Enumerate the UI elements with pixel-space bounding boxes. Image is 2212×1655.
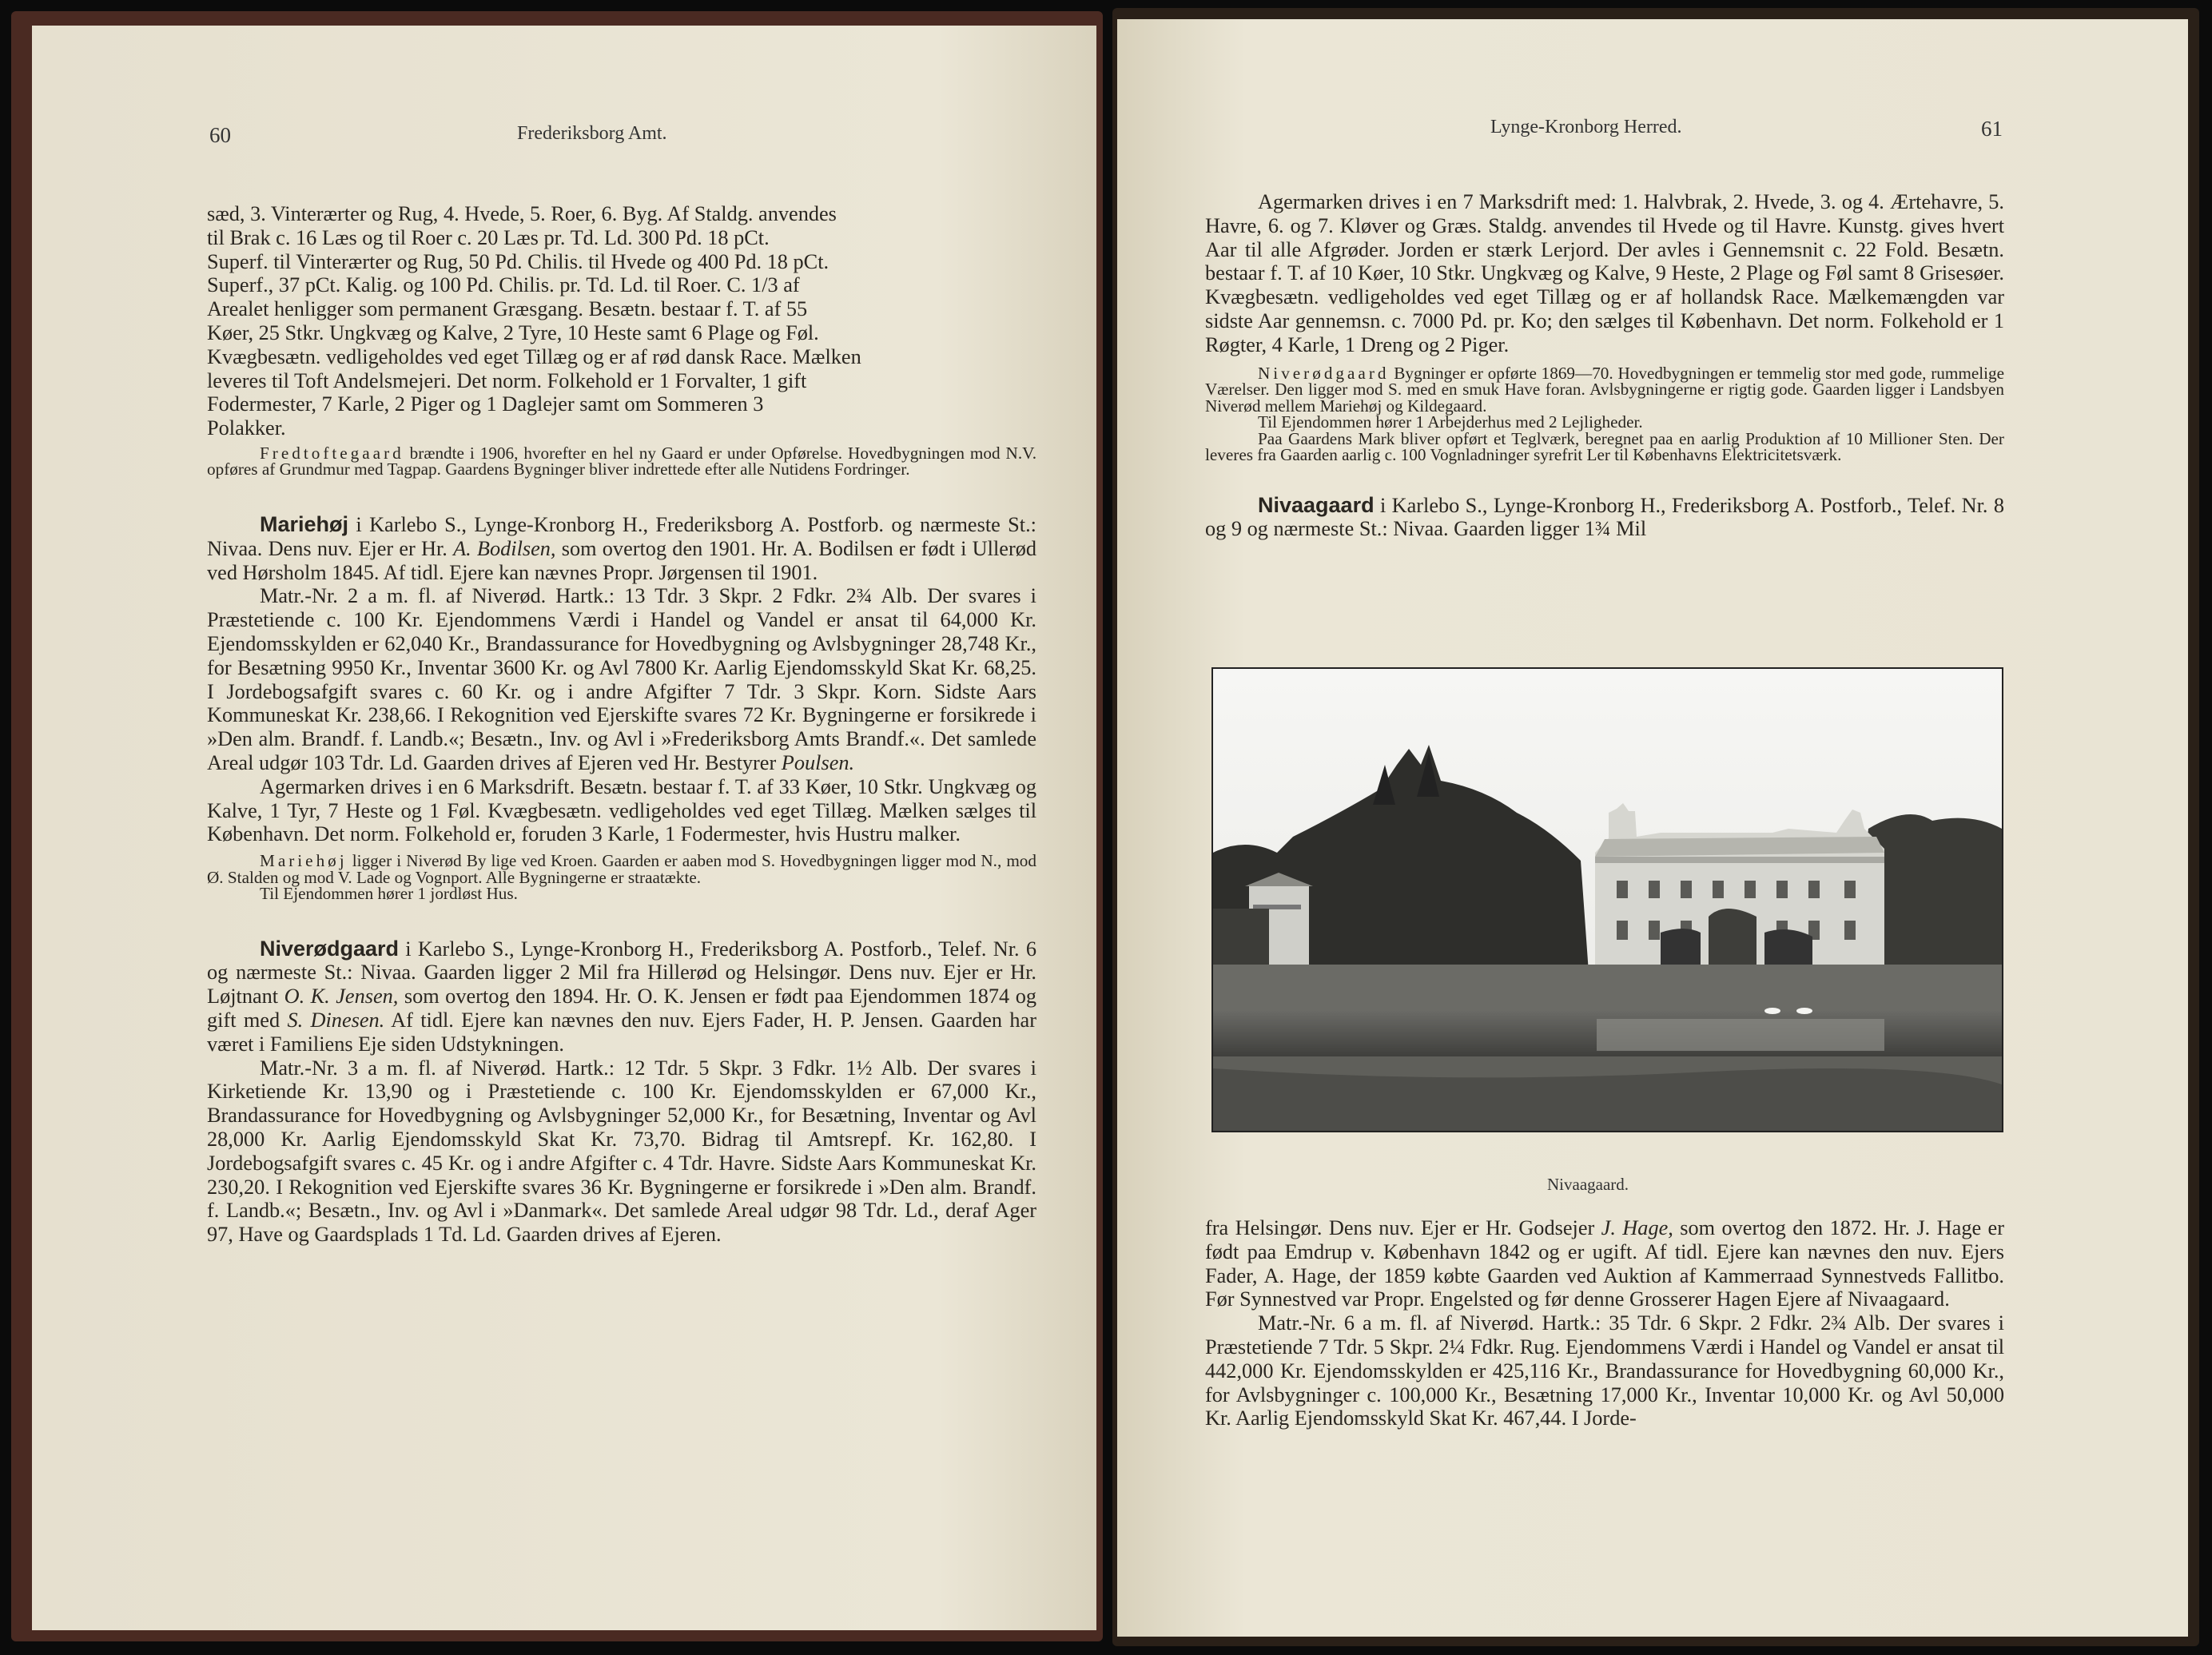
line: sæd, 3. Vinterærter og Rug, 4. Hvede, 5. Roer, 6. Byg. Af Staldg. anvendes	[207, 202, 837, 225]
nivaagaard-cont-text-2: som overtog den 1872. Hr. J. Hage er født paa Emdrup v. København 1842 og er ugift. Af tidl. Ejere kan nævnes den nuv. Ejers Fader, A. Hage, der 1859 købte Gaarden ved Auktion af Kammerraad Synnestveds Fallitbo. Før Synnestved var Propr. Engelsted og før denne Grosserer Hagen Ejere af Nivaagaard.	[1205, 1216, 2004, 1311]
line: Superf. til Vinterærter og Rug, 50 Pd. Chilis. til Hvede og 400 Pd. 18 pCt.	[207, 249, 830, 273]
nivaagaard-matr: Matr.-Nr. 6 a m. fl. af Niverød. Hartk.: 35 Tdr. 6 Skpr. 2 Fdkr. 2¾ Alb. Der svares i Præstetiende 7 Tdr. 5 Skpr. 2¼ Fdkr. Rug. Ejendommens Værdi i Handel og Vandel er ansat til 442,000 Kr. Ejendomsskylden er 425,116 Kr., Brandassurance for Hovedbygning 60,000 Kr., for Avlsbygninger c. 100,000 Kr., Besætning 17,000 Kr., Inventar 10,000 Kr. og Avl 50,000 Kr. Aarlig Ejendomsskyld Skat Kr. 467,44. I Jorde-	[1205, 1311, 2004, 1430]
right-text-column-2	[1205, 1216, 2004, 1430]
niverodgaard-agermark: Agermarken drives i en 7 Marksdrift med: 1. Halvbrak, 2. Hvede, 3. og 4. Ærtehavre, 5. Havre, 6. og 7. Kløver og Græs. Staldg. anvendes til Hvede og til Havre. Kunstg. gives hvert Aar til alle Afgrøder. Jorden er stærk Lerjord. Der avles i Gennemsnit c. 22 Fold. Besætn. bestaar f. T. af 10 Køer, 10 Stkr. Ungkvæg og Kalve, 9 Heste, 2 Plage og Føl samt 8 Grisesøer. Kvægbesætn. vedligeholdes ved eget Tillæg og er af hollandsk Race. Mælkemængden var sidste Aar gennemsn. c. 7000 Pd. pr. Ko; den sælges til København. Det norm. Folkehold er 1 Røgter, 4 Karle, 1 Dreng og 2 Piger.	[1205, 190, 2004, 356]
line: Polakker.	[207, 416, 286, 440]
line: Fodermester, 7 Karle, 2 Piger og 1 Daglejer samt om Sommeren 3	[207, 392, 764, 416]
niverodgaard-matr: Matr.-Nr. 3 a m. fl. af Niverød. Hartk.: 12 Tdr. 5 Skpr. 3 Fdkr. 1½ Alb. Der svares i Kirketiende Kr. 13,90 og i Præstetiende c. 100 Kr. Ejendomsskylden er 67,000 Kr., Brandassurance for Hovedbygning og Avlsbygninger 52,000 Kr., for Besætning, Inventar og Avl 28,000 Kr. Aarlig Ejendomsskyld Skat Kr. 73,70. Bidrag til Amtsrepf. Kr. 162,80. I Jordebogsafgift svares c. 45 Kr. og i andre Afgifter c. 4 Tdr. Havre. Sidste Aars Kommuneskat Kr. 230,20. I Rekognition ved Ejerskifte svares 36 Kr. Bygningerne er forsikrede i »Den alm. Brandf. f. Landb.«; Besætn., Inv. og Avl i »Danmark«. Det samlede Areal udgør 98 Tdr. Ld., deraf Ager 97, Have og Gaardsplads 1 Td. Ld. Gaarden drives af Ejeren.	[207, 1056, 1036, 1247]
niverodgaard-intro-text-2: som overtog den 1894. Hr. O. K. Jensen er født paa Ejendommen 1874 og gift med	[207, 985, 1036, 1032]
nivaagaard-continued	[1205, 1216, 2004, 1311]
nivaagaard-intro	[1205, 494, 2004, 542]
right-page	[1117, 19, 2188, 1637]
left-text-column	[207, 202, 1036, 1247]
photo-caption: Nivaagaard.	[1547, 1175, 1629, 1194]
nivaagaard-cont-text: fra Helsingør. Dens nuv. Ejer er Hr. Godsejer	[1205, 1216, 1601, 1239]
niverodgaard-note-name: Niverødgaard	[1258, 363, 1390, 383]
top-paragraph	[207, 202, 1036, 440]
line: leveres til Toft Andelsmejeri. Det norm. Folkehold er 1 Forvalter, 1 gift	[207, 368, 807, 392]
line: Arealet henligger som permanent Græsgang. Besætn. bestaar f. T. af 55	[207, 297, 808, 321]
mariehoj-intro-text-2: som overtog den 1901. Hr. A. Bodilsen er født i Ullerød ved Hørsholm 1845. Af tidl. Ejere kan nævnes Propr. Jørgensen til 1901.	[207, 536, 1037, 584]
fredtoftegaard-note-text: brændte i 1906, hvorefter en hel ny Gaard er under Opførelse. Hovedbygningen mod N.V. opføres af Grundmur med Tagpap. Gaardens Bygninger bliver indrettede efter alle Nutidens Fordringer.	[207, 443, 1036, 479]
right-running-head: Lynge-Kronborg Herred.	[1490, 117, 1682, 137]
mariehoj-note	[207, 853, 1036, 902]
mariehoj-intro	[207, 513, 1036, 584]
left-page-number: 60	[209, 123, 231, 147]
line: Kvægbesætn. vedligeholdes ved eget Tillæg og er af rød dansk Race. Mælken	[207, 344, 861, 368]
mariehoj-intro-text: i Karlebo S., Lynge-Kronborg H., Frederiksborg A. Postforb. og nærmeste St.: Nivaa. Dens nuv. Ejer er Hr.	[207, 512, 1036, 560]
mariehoj-note-text: ligger i Niverød By lige ved Kroen. Gaarden er aaben mod S. Hovedbygningen ligger mod N., mod Ø. Stalden og mod V. Lade og Vognport. Alle Bygningerne er straatækte.	[207, 851, 1036, 887]
niverodgaard-note-2: Til Ejendommen hører 1 Arbejderhus med 2 Lejligheder.	[1258, 412, 1643, 432]
right-text-column	[1205, 190, 2004, 541]
mariehoj-note-name: Mariehøj	[260, 851, 348, 871]
niverodgaard-wife: S. Dinesen.	[287, 1009, 385, 1032]
line: Køer, 25 Stkr. Ungkvæg og Kalve, 2 Tyre, 10 Heste samt 6 Plage og Føl.	[207, 320, 819, 344]
mariehoj-owner: A. Bodilsen,	[453, 536, 556, 560]
niverodgaard-note-3: Paa Gaardens Mark bliver opført et Teglværk, beregnet paa en aarlig Produktion af 10 Millioner Sten. Der leveres fra Gaarden aarlig c. 100 Vognladninger syrefrit Ler til Københavns Elektricitetsværk.	[1205, 428, 2004, 465]
mariehoj-manager: Poulsen.	[781, 750, 855, 774]
niverodgaard-intro	[207, 937, 1036, 1056]
nivaagaard-owner: J. Hage,	[1601, 1216, 1673, 1239]
line: Superf., 37 pCt. Kalig. og 100 Pd. Chilis. pr. Td. Ld. til Roer. C. 1/3 af	[207, 273, 800, 297]
left-page	[32, 26, 1096, 1630]
mariehoj-note-2: Til Ejendommen hører 1 jordløst Hus.	[260, 884, 518, 904]
mariehoj-agermark: Agermarken drives i en 6 Marksdrift. Besætn. bestaar f. T. af 33 Køer, 10 Stkr. Ungkvæg og Kalve, 1 Tyr, 7 Heste og 1 Føl. Kvægbesætn. vedligeholdes ved eget Tillæg. Mælken sælges til København. Det norm. Folkehold er, foruden 3 Karle, 1 Fodermester, hvis Hustru malker.	[207, 774, 1036, 846]
fredtoftegaard-note	[207, 445, 1036, 478]
niverodgaard-owner: O. K. Jensen,	[284, 985, 399, 1009]
nivaagaard-intro-text: i Karlebo S., Lynge-Kronborg H., Frederiksborg A. Postforb., Telef. Nr. 8 og 9 og nærmeste St.: Nivaa. Gaarden ligger 1¾ Mil	[1205, 493, 2004, 541]
mariehoj-heading: Mariehøj	[260, 511, 349, 536]
niverodgaard-note	[1205, 365, 2004, 463]
fredtoftegaard-name: Fredtoftegaard	[260, 443, 404, 463]
niverodgaard-intro-text: i Karlebo S., Lynge-Kronborg H., Frederiksborg A. Postforb., Telef. Nr. 6 og nærmeste St.: Nivaa. Gaarden ligger 2 Mil fra Hillerød og Helsingør. Dens nuv. Ejer er Hr. Løjtnant	[207, 937, 1036, 1009]
line: til Brak c. 16 Læs og til Roer c. 20 Læs pr. Td. Ld. 300 Pd. 18 pCt.	[207, 225, 770, 249]
left-running-head: Frederiksborg Amt.	[517, 123, 667, 144]
right-page-number: 61	[1981, 117, 2003, 141]
niverodgaard-intro-text-3: Af tidl. Ejere kan nævnes den nuv. Ejers Fader, H. P. Jensen. Gaarden har været i Familiens Eje siden Udstykningen.	[207, 1009, 1036, 1056]
niverodgaard-heading: Niverødgaard	[260, 936, 400, 961]
mariehoj-matr	[207, 584, 1036, 774]
nivaagaard-photo	[1211, 667, 2003, 1132]
mariehoj-matr-text: Matr.-Nr. 2 a m. fl. af Niverød. Hartk.: 13 Tdr. 3 Skpr. 2 Fdkr. 2¾ Alb. Der svares i Præstetiende c. 100 Kr. Ejendommens Værdi i Handel og Vandel er ansat til 64,000 Kr. Ejendomsskylden er 62,040 Kr., Brandassurance for Hovedbygning og Avlsbygninger 28,748 Kr., for Besætning 9950 Kr., Inventar 3600 Kr. og Avl 7800 Kr. Aarlig Ejendomsskyld Skat Kr. 68,25. I Jordebogsafgift svares c. 60 Kr. og i andre Afgifter 7 Tdr. 3 Skpr. Korn. Sidste Aars Kommuneskat Kr. 238,66. I Rekognition ved Ejerskifte svares 72 Kr. Bygningerne er forsikrede i »Den alm. Brandf. f. Landb.«; Besætn., Inv. og Avl i »Frederiksborg Amts Brandf.«. Det samlede Areal udgør 103 Tdr. Ld. Gaarden drives af Ejeren ved Hr. Bestyrer	[207, 584, 1036, 774]
nivaagaard-heading: Nivaagaard	[1258, 492, 1375, 517]
niverodgaard-note-text: Bygninger er opførte 1869—70. Hovedbygningen er temmelig stor med gode, rummelige Værelser. Den ligger mod S. med en smuk Have foran. Avlsbygningerne er rigtig gode. Gaarden ligger i Landsbyen Niverød mellem Mariehøj og Kildegaard.	[1205, 363, 2004, 416]
